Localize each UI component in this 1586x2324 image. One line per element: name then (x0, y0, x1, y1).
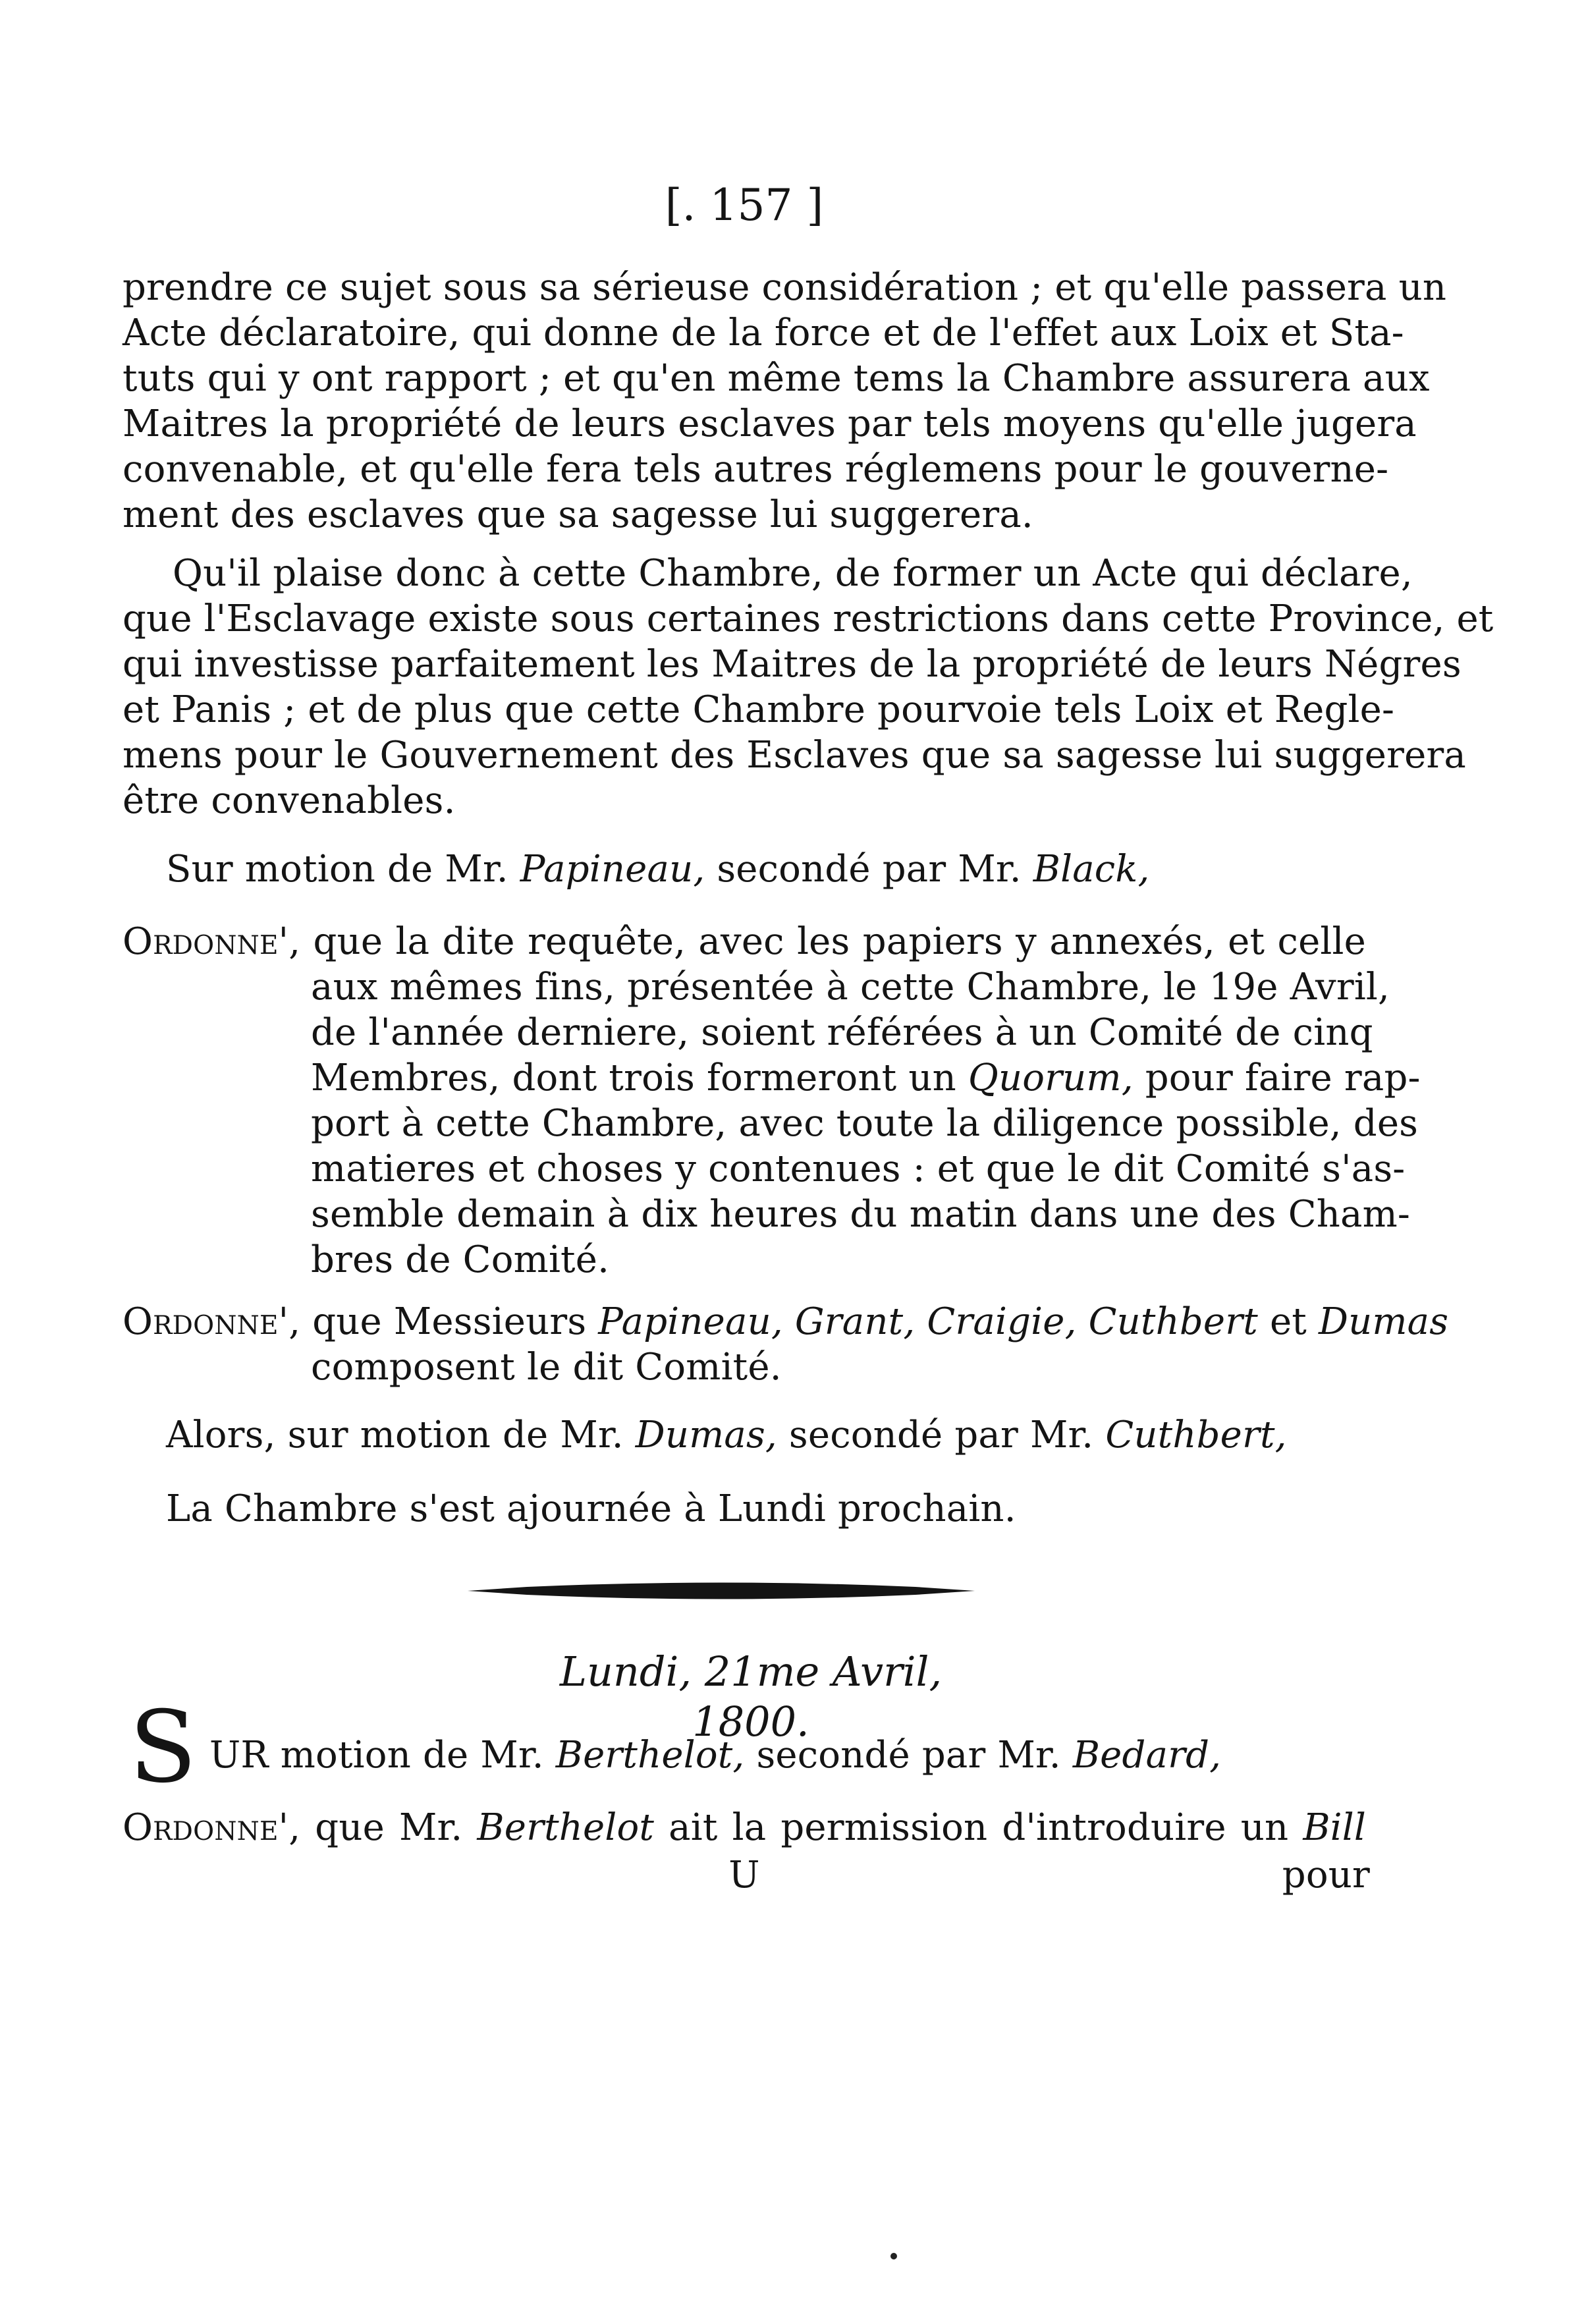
motion2-mid: secondé par Mr. (777, 1414, 1106, 1456)
adjournment: La Chambre s'est ajournée à Lundi prochain. (166, 1487, 1016, 1530)
order1-line-1 (123, 919, 1366, 964)
para1-line-1: prendre ce sujet sous sa sérieuse considération ; et qu'elle passera un (123, 266, 1447, 309)
order2-pre: que Messieurs (300, 1300, 599, 1343)
catchword: pour (1282, 1854, 1370, 1896)
para2-line-4: et Panis ; et de plus que cette Chambre pourvoie tels Loix et Regle- (123, 688, 1395, 731)
order1-line-5: port à cette Chambre, avec toute la diligence possible, des (311, 1102, 1419, 1145)
quorum-word: Quorum, (968, 1057, 1134, 1099)
order1-line-6: matieres et choses y contenues : et que le dit Comité s'as- (311, 1148, 1406, 1190)
order2-name-1: Papineau, (598, 1300, 783, 1343)
order3-line-1 (123, 1805, 1366, 1850)
para1-line-4: Maitres la propriété de leurs esclaves par tels moyens qu'elle jugera (123, 402, 1417, 445)
order2-line-1 (123, 1299, 1449, 1344)
order1-text-4: Membres, dont trois formeront un (311, 1057, 968, 1099)
order2-et: et (1257, 1300, 1319, 1343)
order2-name-4: Cuthbert (1088, 1300, 1258, 1343)
paper-speck (890, 2253, 897, 2259)
para2-line-3: qui investisse parfaitement les Maitres de la propriété de leurs Négres (123, 643, 1462, 686)
para2-line-2: que l'Esclavage existe sous certaines restrictions dans cette Province, et (123, 597, 1494, 640)
motion2-seconder: Cuthbert, (1105, 1414, 1287, 1456)
motion-dumas (166, 1412, 1352, 1458)
para1-line-3: tuts qui y ont rapport ; et qu'en même tems la Chambre assurera aux (123, 357, 1430, 400)
para2-line-1: Qu'il plaise donc à cette Chambre, de former un Acte qui déclare, (173, 552, 1413, 595)
order3-post: ait la permission d'introduire un (654, 1806, 1303, 1849)
section-rule (468, 1580, 975, 1602)
order1-line-7: semble demain à dix heures du matin dans une des Cham- (311, 1193, 1411, 1236)
order1-line-4 (311, 1055, 1421, 1101)
order2-name-2: Grant, (794, 1300, 916, 1343)
drop-cap: S (129, 1690, 197, 1805)
date-heading: Lundi, 21me Avril, 1800. (559, 1647, 943, 1746)
motion1-seconder: Black, (1033, 848, 1150, 891)
para2-line-6: être convenables. (123, 779, 456, 822)
signature-mark: U (728, 1854, 760, 1896)
motion1-pre: Sur motion de Mr. (166, 848, 520, 891)
order1-quorum-after: pour faire rap- (1133, 1057, 1421, 1099)
para2-line-5: mens pour le Gouvernement des Esclaves que sa sagesse lui suggerera (123, 734, 1467, 777)
order1-text-1: que la dite requête, avec les papiers y annexés, et celle (300, 920, 1366, 963)
motion-berthelot (209, 1732, 1369, 1778)
motion1-mover: Papineau, (520, 848, 705, 891)
order2-line-2: composent le dit Comité. (311, 1346, 782, 1389)
para1-line-5: convenable, et qu'elle fera tels autres réglemens pour le gouverne- (123, 448, 1389, 491)
order2-label: Ordonne', (123, 1300, 301, 1343)
order3-bill: Bill (1303, 1806, 1367, 1849)
order3-pre: que Mr. (300, 1806, 478, 1849)
order3-label: Ordonne', (123, 1806, 301, 1849)
motion1-mid: secondé par Mr. (705, 848, 1033, 891)
order3-name: Berthelot (477, 1806, 655, 1849)
order1-label: Ordonne', (123, 920, 301, 963)
page-number: [. 157 ] (665, 180, 824, 231)
order1-line-2: aux mêmes fins, présentée à cette Chambre, le 19e Avril, (311, 966, 1390, 1009)
motion-papineau (166, 846, 1352, 892)
order2-name-3: Craigie, (927, 1300, 1077, 1343)
motion2-mover: Dumas, (635, 1414, 777, 1456)
order1-line-3: de l'année derniere, soient référées à un Comité de cinq (311, 1011, 1373, 1054)
order1-line-8: bres de Comité. (311, 1238, 610, 1281)
motion2-pre: Alors, sur motion de Mr. (166, 1414, 636, 1456)
order2-name-5: Dumas (1319, 1300, 1449, 1343)
para1-line-2: Acte déclaratoire, qui donne de la force et de l'effet aux Loix et Sta- (123, 312, 1404, 354)
motion3-mover: Berthelot, (555, 1734, 745, 1777)
motion3-pre: UR motion de Mr. (209, 1734, 556, 1777)
para1-line-6: ment des esclaves que sa sagesse lui suggerera. (123, 493, 1033, 536)
motion3-mid: secondé par Mr. (744, 1734, 1073, 1777)
motion3-seconder: Bedard, (1072, 1734, 1222, 1777)
